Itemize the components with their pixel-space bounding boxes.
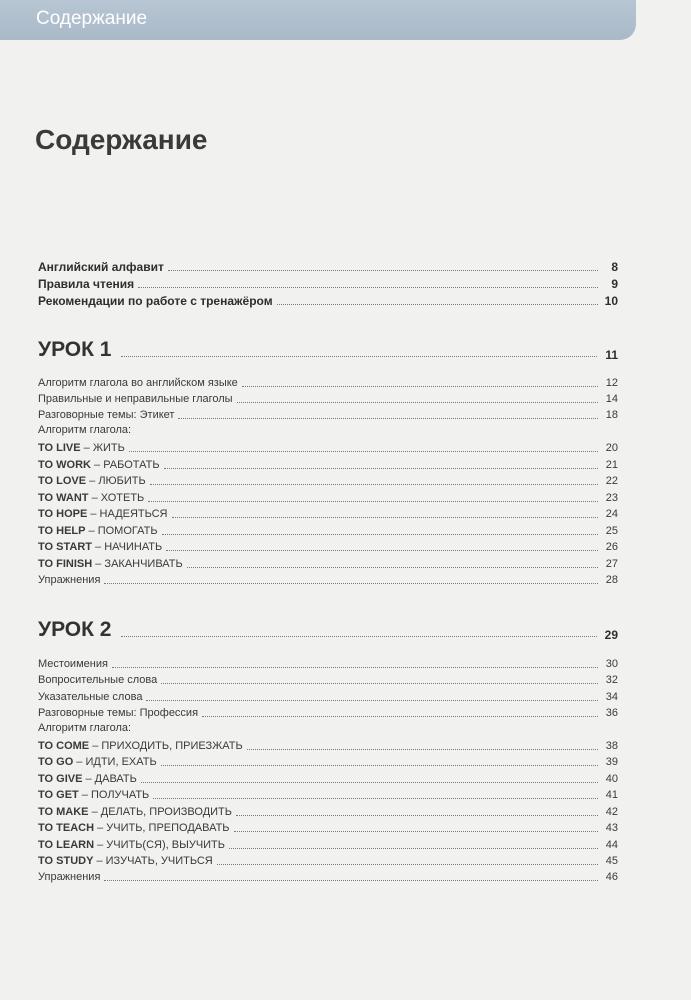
verb-en: TO COME [38, 740, 90, 752]
verb-ru: – ПОЛУЧАТЬ [78, 789, 150, 801]
leader-dots [172, 517, 598, 518]
toc-row[interactable] [38, 655, 618, 671]
verb-ru: – ЖИТЬ [80, 442, 125, 454]
verb-ru: – ДАВАТЬ [82, 773, 137, 785]
leader-dots [236, 815, 598, 816]
verb-en: TO GO [38, 756, 74, 768]
leader-dots [112, 667, 598, 668]
lesson-title: УРОК 1 [38, 338, 112, 361]
page-title: Содержание [35, 124, 208, 155]
verb-ru: – ДЕЛАТЬ, ПРОИЗВОДИТЬ [88, 806, 232, 818]
leader-dots [121, 636, 596, 637]
toc-label: Упражнения [38, 871, 101, 883]
leader-dots [166, 550, 598, 551]
toc-page: 42 [605, 806, 618, 818]
toc-row[interactable] [38, 374, 618, 390]
toc-label: Указательные слова [38, 691, 143, 703]
lesson-page: 11 [605, 348, 618, 362]
toc-page: 34 [605, 691, 618, 703]
verb-row[interactable] [38, 753, 618, 769]
toc-page: 25 [605, 525, 618, 537]
toc-page: 43 [605, 822, 618, 834]
verb-en: TO GET [38, 789, 79, 801]
verb-en: TO LOVE [38, 475, 87, 487]
verb-ru: – ЗАКАНЧИВАТЬ [92, 558, 183, 570]
toc-label: Разговорные темы: Этикет [38, 409, 175, 421]
verb-en: TO LEARN [38, 839, 95, 851]
leader-dots [150, 484, 598, 485]
leader-dots [104, 583, 598, 584]
toc-page: 24 [605, 508, 618, 520]
verb-en: TO HOPE [38, 508, 88, 520]
verb-row[interactable] [38, 472, 618, 488]
toc-page: 22 [605, 475, 618, 487]
leader-dots [234, 831, 598, 832]
verb-ru: – ИЗУЧАТЬ, УЧИТЬСЯ [93, 855, 213, 867]
verb-row[interactable] [38, 538, 618, 554]
toc-row[interactable] [38, 258, 618, 274]
toc-label: Алгоритм глагола во английском языке [38, 377, 238, 389]
lesson-heading[interactable] [38, 616, 618, 642]
toc-page: 32 [605, 674, 618, 686]
toc-row[interactable] [38, 275, 618, 291]
toc-page: 21 [605, 459, 618, 471]
verb-ru: – УЧИТЬ, ПРЕПОДАВАТЬ [94, 822, 230, 834]
leader-dots [138, 287, 598, 288]
toc-page: 38 [605, 740, 618, 752]
verb-row[interactable] [38, 456, 618, 472]
verb-row[interactable] [38, 852, 618, 868]
toc-page: 8 [611, 260, 618, 274]
toc-row[interactable] [38, 571, 618, 587]
toc-page: 36 [605, 707, 618, 719]
leader-dots [247, 749, 598, 750]
toc-label: Английский алфавит [38, 260, 164, 274]
toc-page: 9 [611, 277, 618, 291]
verb-row[interactable] [38, 803, 618, 819]
toc-row[interactable] [38, 390, 618, 406]
verb-row[interactable] [38, 489, 618, 505]
verb-row[interactable] [38, 505, 618, 521]
verb-row[interactable] [38, 836, 618, 852]
lesson-heading[interactable] [38, 336, 618, 362]
verb-ru: – УЧИТЬ(СЯ), ВЫУЧИТЬ [94, 839, 225, 851]
verb-row[interactable] [38, 770, 618, 786]
toc-page: 26 [605, 541, 618, 553]
toc-row[interactable] [38, 671, 618, 687]
verb-en: TO HELP [38, 525, 86, 537]
verb-en: TO WANT [38, 492, 89, 504]
leader-dots [277, 304, 598, 305]
verb-row[interactable] [38, 786, 618, 802]
verb-ru: – РАБОТАТЬ [90, 459, 160, 471]
toc-label: Упражнения [38, 574, 101, 586]
verb-row[interactable] [38, 819, 618, 835]
toc-row[interactable] [38, 292, 618, 308]
verb-en: TO STUDY [38, 855, 94, 867]
leader-dots [217, 864, 598, 865]
toc-label: Рекомендации по работе с тренажёром [38, 294, 273, 308]
leader-dots [242, 386, 598, 387]
leader-dots [187, 567, 598, 568]
verb-ru: – ХОТЕТЬ [88, 492, 145, 504]
verb-en: TO FINISH [38, 558, 93, 570]
leader-dots [178, 418, 598, 419]
toc-row[interactable] [38, 688, 618, 704]
verb-en: TO MAKE [38, 806, 89, 818]
leader-dots [202, 716, 598, 717]
verb-row[interactable] [38, 522, 618, 538]
leader-dots [141, 782, 598, 783]
toc-page: 39 [605, 756, 618, 768]
verb-ru: – ПРИХОДИТЬ, ПРИЕЗЖАТЬ [89, 740, 243, 752]
verb-en: TO LIVE [38, 442, 81, 454]
toc-page: 27 [605, 558, 618, 570]
lesson-title: УРОК 2 [38, 618, 112, 641]
leader-dots [162, 534, 598, 535]
toc-page: 20 [605, 442, 618, 454]
leader-dots [168, 270, 598, 271]
verb-ru: – НАДЕЯТЬСЯ [87, 508, 168, 520]
toc-page: 41 [605, 789, 618, 801]
lesson-page: 29 [604, 628, 618, 642]
leader-dots [229, 848, 598, 849]
toc-page: 23 [605, 492, 618, 504]
header-title: Содержание [36, 8, 148, 29]
toc-page: 30 [605, 658, 618, 670]
verb-ru: – НАЧИНАТЬ [91, 541, 163, 553]
verb-en: TO GIVE [38, 773, 83, 785]
toc-label: Разговорные темы: Профессия [38, 707, 199, 719]
verb-ru: – ЛЮБИТЬ [86, 475, 146, 487]
verb-ru: – ПОМОГАТЬ [85, 525, 158, 537]
toc-row[interactable] [38, 868, 618, 884]
toc-page: 14 [605, 393, 618, 405]
toc-page: 28 [605, 574, 618, 586]
toc-page: 40 [605, 773, 618, 785]
verb-en: TO WORK [38, 459, 91, 471]
toc-row[interactable] [38, 406, 618, 422]
verb-en: TO TEACH [38, 822, 95, 834]
header-band [0, 0, 636, 40]
toc-row[interactable] [38, 704, 618, 720]
verb-row[interactable] [38, 737, 618, 753]
leader-dots [121, 356, 597, 357]
leader-dots [153, 798, 598, 799]
algorithm-label: Алгоритм глагола: [38, 722, 132, 734]
algorithm-label: Алгоритм глагола: [38, 424, 132, 436]
verb-row[interactable] [38, 555, 618, 571]
leader-dots [148, 501, 598, 502]
toc-page: 46 [605, 871, 618, 883]
leader-dots [104, 880, 598, 881]
toc-label: Правила чтения [38, 277, 135, 291]
leader-dots [161, 683, 598, 684]
leader-dots [237, 402, 598, 403]
toc-page: 45 [605, 855, 618, 867]
toc-page: 44 [605, 839, 618, 851]
leader-dots [146, 700, 598, 701]
toc-page: 10 [604, 294, 618, 308]
toc-label: Правильные и неправильные глаголы [38, 393, 233, 405]
verb-ru: – ИДТИ, ЕХАТЬ [73, 756, 157, 768]
toc-page: 12 [605, 377, 618, 389]
leader-dots [129, 451, 598, 452]
verb-row[interactable] [38, 439, 618, 455]
leader-dots [164, 468, 598, 469]
toc-page: 18 [605, 409, 618, 421]
toc-label: Местоимения [38, 658, 108, 670]
verb-en: TO START [38, 541, 92, 553]
toc-label: Вопросительные слова [38, 674, 158, 686]
leader-dots [161, 765, 598, 766]
